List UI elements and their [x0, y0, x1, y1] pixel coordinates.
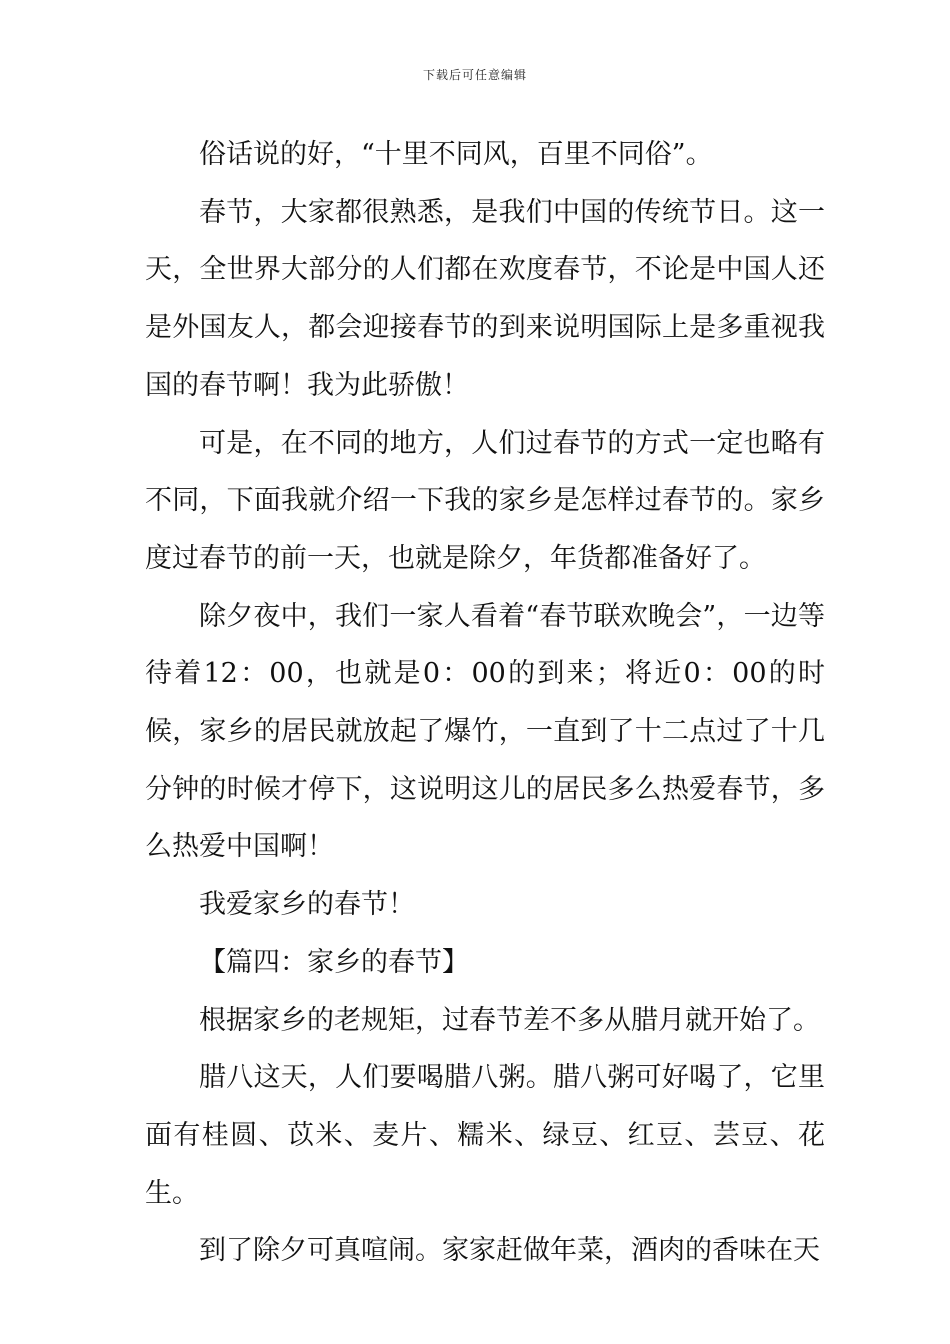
- paragraph-6: 根据家乡的老规矩，过春节差不多从腊月就开始了。: [199, 1004, 820, 1036]
- page-header: 下载后可任意编辑: [422, 68, 527, 82]
- paragraph-4: 除夕夜中，我们一家人看着“春节联欢晚会”，一边等待着12：00，也就是0：00的到来；将近0：00的时候，家乡的居民就放起了爆竹，一直到了十二点过了十几分钟的时候才停下，这说明这儿的居民多么热爱春节，多么热爱中国啊！: [145, 600, 825, 863]
- document-body: [145, 126, 825, 1280]
- section-heading: 【篇四：家乡的春节】: [199, 946, 469, 978]
- paragraph-8: 到了除夕可真喧闹。家家赶做年菜，酒肉的香味在天: [199, 1235, 820, 1267]
- paragraph-7: 腊八这天，人们要喝腊八粥。腊八粥可好喝了，它里面有桂圆、苡米、麦片、糯米、绿豆、红豆、芸豆、花生。: [145, 1062, 825, 1209]
- paragraph-2: 春节，大家都很熟悉，是我们中国的传统节日。这一天，全世界大部分的人们都在欢度春节，不论是中国人还是外国友人，都会迎接春节的到来说明国际上是多重视我国的春节啊！我为此骄傲！: [145, 196, 825, 401]
- paragraph-3: 可是，在不同的地方，人们过春节的方式一定也略有不同，下面我就介绍一下我的家乡是怎样过春节的。家乡度过春节的前一天，也就是除夕，年货都准备好了。: [145, 427, 825, 574]
- paragraph-5: 我爱家乡的春节！: [199, 889, 415, 921]
- paragraph-1: 俗话说的好，“十里不同风，百里不同俗”。: [199, 139, 713, 170]
